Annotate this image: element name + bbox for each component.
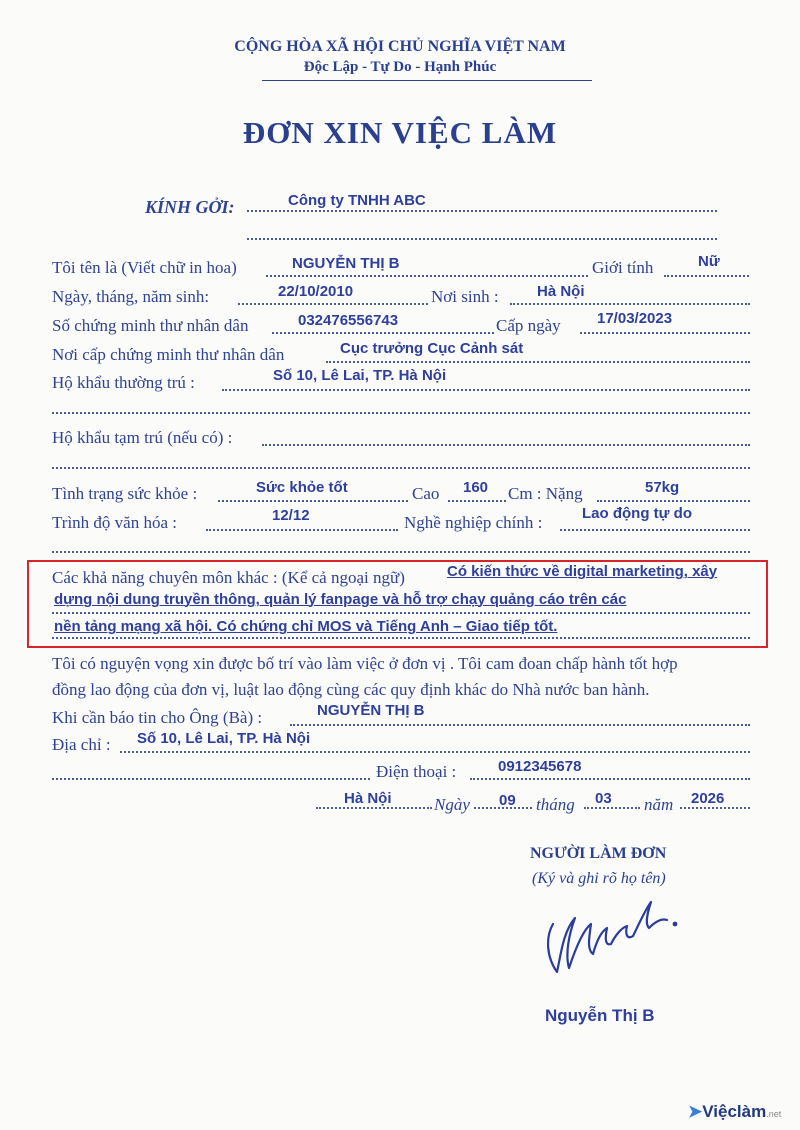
- day-label: Ngày: [434, 795, 470, 814]
- dob-line: [238, 303, 428, 305]
- height-line: [448, 500, 506, 502]
- month-value: 03: [595, 790, 612, 807]
- brand-logo-icon: ➤: [688, 1102, 703, 1121]
- request-text-line-1: Tôi có nguyện vọng xin được bố trí vào làm việc ở đơn vị . Tôi cam đoan chấp hành tốt hợp: [52, 654, 678, 673]
- signature-image: [535, 888, 695, 988]
- health-line: [218, 500, 408, 502]
- motto: Độc Lập - Tự Do - Hạnh Phúc: [303, 59, 497, 75]
- month-label: tháng: [536, 795, 575, 814]
- request-text-line-2: đồng lao động của đơn vị, luật lao động cùng các quy định khác do Nhà nước ban hành.: [52, 680, 650, 699]
- address-line-2: [52, 778, 370, 780]
- skills-line-3: [52, 637, 750, 639]
- weight-value: 57kg: [645, 479, 680, 496]
- temp-address-line: [262, 444, 750, 446]
- occupation-label: Nghề nghiệp chính :: [404, 513, 543, 532]
- address-label: Địa chỉ :: [52, 735, 111, 754]
- month-line: [584, 807, 640, 809]
- height-value: 160: [463, 479, 489, 496]
- kinh-goi-label: KÍNH GỞI:: [145, 197, 235, 217]
- year-label: năm: [644, 795, 674, 814]
- skills-value-line-2: dựng nội dung truyền thông, quản lý fanpage và hỗ trợ chạy quảng cáo trên các: [54, 591, 627, 608]
- skills-value-line-1: Có kiến thức về digital marketing, xây: [447, 563, 718, 580]
- height-label: Cao: [412, 484, 440, 503]
- dob-value: 22/10/2010: [278, 283, 354, 300]
- sign-note: (Ký và ghi rõ họ tên): [532, 870, 666, 887]
- skills-label: Các khả năng chuyên môn khác : (Kể cả ngoại ngữ): [52, 568, 405, 587]
- skills-line-2: [52, 612, 750, 614]
- occupation-value: Lao động tự do: [582, 505, 693, 522]
- form-title: ĐƠN XIN VIỆC LÀM: [242, 115, 558, 150]
- applicant-title: NGƯỜI LÀM ĐƠN: [530, 845, 667, 862]
- education-line: [206, 529, 398, 531]
- brand-name: Việclàm: [702, 1102, 767, 1121]
- recipient-value: Công ty TNHH ABC: [288, 192, 426, 209]
- occupation-line: [560, 529, 750, 531]
- recipient-line: [247, 210, 717, 212]
- birthplace-label: Nơi sinh :: [431, 287, 499, 306]
- address-line: [120, 751, 750, 753]
- id-line: [272, 332, 494, 334]
- height-unit-label: Cm : Nặng: [508, 484, 583, 503]
- brand-watermark: [688, 1102, 781, 1122]
- contact-person-line: [290, 724, 750, 726]
- issue-date-value: 17/03/2023: [597, 310, 673, 327]
- recipient-line-2: [247, 238, 717, 240]
- place-line: [316, 807, 432, 809]
- skills-value-line-3: nền tảng mạng xã hội. Có chứng chỉ MOS và Tiếng Anh – Giao tiếp tốt.: [54, 618, 558, 635]
- weight-line: [597, 500, 750, 502]
- occupation-line-2: [52, 551, 750, 553]
- health-value: Sức khỏe tốt: [256, 479, 348, 496]
- permanent-address-label: Hộ khẩu thường trú :: [52, 373, 195, 392]
- year-line: [680, 807, 750, 809]
- contact-person-label: Khi cần báo tin cho Ông (Bà) :: [52, 708, 263, 727]
- permanent-address-line: [222, 389, 750, 391]
- birthplace-line: [510, 303, 750, 305]
- name-line: [266, 275, 588, 277]
- birthplace-value: Hà Nội: [537, 283, 585, 300]
- id-label: Số chứng minh thư nhân dân: [52, 316, 249, 335]
- motto-underline: [262, 80, 592, 81]
- permanent-address-value: Số 10, Lê Lai, TP. Hà Nội: [273, 367, 447, 384]
- signer-name: Nguyễn Thị B: [545, 1006, 655, 1025]
- national-title: CỘNG HÒA XÃ HỘI CHỦ NGHĨA VIỆT NAM: [234, 38, 566, 55]
- name-label: Tôi tên là (Viết chữ in hoa): [52, 258, 237, 277]
- issue-place-line: [326, 361, 750, 363]
- phone-label: Điện thoại :: [376, 762, 457, 781]
- phone-line: [470, 778, 750, 780]
- temp-address-line-2: [52, 467, 750, 469]
- issue-date-label: Cấp ngày: [496, 316, 561, 335]
- issue-date-line: [580, 332, 750, 334]
- id-value: 032476556743: [298, 312, 399, 329]
- place-value: Hà Nội: [344, 790, 392, 807]
- day-value: 09: [499, 792, 516, 809]
- education-value: 12/12: [272, 507, 310, 524]
- gender-line: [664, 275, 749, 277]
- phone-value: 0912345678: [498, 758, 582, 775]
- brand-suffix: .net: [766, 1109, 782, 1119]
- permanent-address-line-2: [52, 412, 750, 414]
- gender-label: Giới tính: [592, 258, 654, 277]
- issue-place-label: Nơi cấp chứng minh thư nhân dân: [52, 345, 285, 364]
- address-value: Số 10, Lê Lai, TP. Hà Nội: [137, 730, 311, 747]
- gender-value: Nữ: [698, 253, 720, 270]
- year-value: 2026: [691, 790, 725, 807]
- temp-address-label: Hộ khẩu tạm trú (nếu có) :: [52, 428, 233, 447]
- education-label: Trình độ văn hóa :: [52, 513, 177, 532]
- health-label: Tình trạng sức khỏe :: [52, 484, 198, 503]
- dob-label: Ngày, tháng, năm sinh:: [52, 287, 210, 306]
- issue-place-value: Cục trưởng Cục Cảnh sát: [340, 340, 524, 357]
- name-value: NGUYỄN THỊ B: [292, 255, 400, 272]
- contact-person-value: NGUYỄN THỊ B: [317, 702, 425, 719]
